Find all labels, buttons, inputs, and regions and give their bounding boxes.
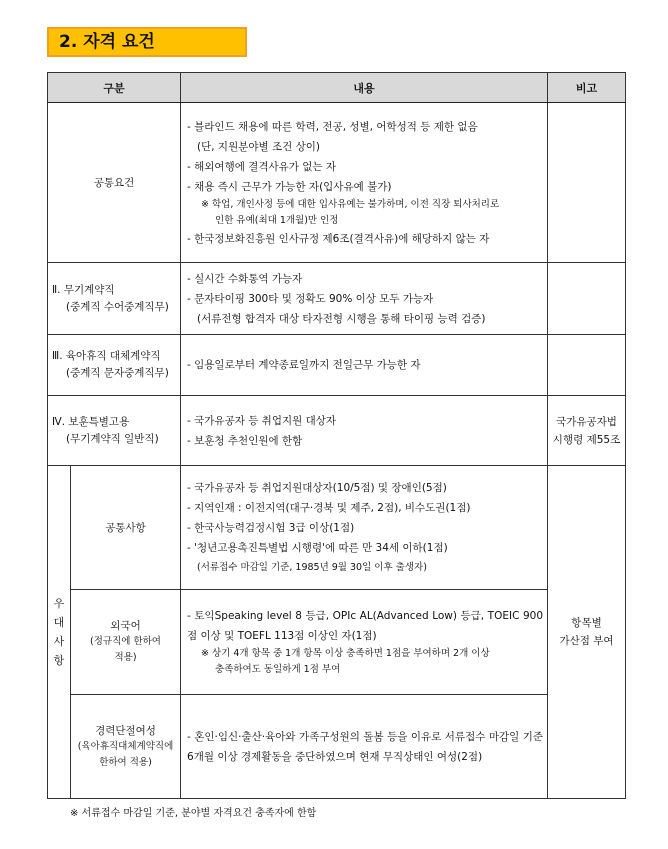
content-line: - 문자타이핑 300타 및 정확도 90% 이상 모두 가능자 bbox=[187, 292, 434, 305]
content-pref-language bbox=[181, 590, 548, 695]
remark-line: 가산점 부여 bbox=[559, 635, 614, 647]
remark-r3 bbox=[548, 335, 626, 396]
content-note: ※ 학업, 개인사정 등에 대한 입사유예는 불가하며, 이전 직장 퇴사처리로 bbox=[201, 198, 500, 210]
remark-line: 시행령 제55조 bbox=[552, 433, 621, 446]
category-sublabel: (무기계약직 일반직) bbox=[66, 432, 159, 445]
remark-preference bbox=[548, 466, 626, 799]
content-line: - 지역인재 : 이전지역(대구·경북 및 제주, 2점), 비수도권(1점) bbox=[187, 501, 471, 514]
preference-label-char: 대 bbox=[53, 616, 65, 629]
content-paragraph: - 혼인·임신·출산·육아와 가족구성원의 돌봄 등을 이유로 서류접수 마감일 기준 6개월 이상 경제활동을 중단하였으며 현재 무직상태인 여성(2점) bbox=[187, 730, 544, 763]
sub-note: 한하여 적용) bbox=[99, 756, 152, 768]
content-pref-common bbox=[181, 466, 548, 590]
category-sublabel: (중계직 문자중계직무) bbox=[66, 367, 169, 379]
content-r3 bbox=[181, 335, 548, 396]
content-line: - 한국정보화진흥원 인사규정 제6조(결격사유)에 해당하지 않는 자 bbox=[187, 232, 490, 245]
content-line: - 한국사능력검정시험 3급 이상(1점) bbox=[187, 521, 355, 534]
content-note: ※ 상기 4개 항목 중 1개 항목 이상 충족하면 1점을 부여하며 2개 이상 bbox=[201, 648, 490, 659]
content-line: - 보훈청 추천인원에 한함 bbox=[187, 434, 303, 447]
sub-note: 적용) bbox=[114, 652, 137, 663]
header-remark: 비고 bbox=[548, 73, 626, 103]
content-line: - 해외여행에 결격사유가 없는 자 bbox=[187, 160, 337, 173]
content-common bbox=[181, 103, 548, 263]
header-content: 내용 bbox=[181, 73, 548, 103]
content-r2 bbox=[181, 263, 548, 335]
content-note: 충족하여도 동일하게 1점 부여 bbox=[215, 664, 341, 675]
category-common: 공통요건 bbox=[48, 103, 181, 263]
content-line: - '청년고용촉진특별법 시행령'에 따른 만 34세 이하(1점) bbox=[187, 541, 448, 554]
content-pref-career bbox=[181, 695, 548, 799]
content-line: - 임용일로부터 계약종료일까지 전일근무 가능한 자 bbox=[187, 359, 421, 371]
remark-r4 bbox=[548, 396, 626, 466]
table-row-pref-common bbox=[48, 466, 626, 590]
category-label: Ⅳ. 보훈특별고용 bbox=[52, 415, 130, 428]
qualification-table bbox=[47, 72, 626, 799]
preference-label-char: 사 bbox=[53, 635, 65, 648]
content-line: (단, 지원분야별 조건 상이) bbox=[197, 140, 320, 153]
content-note: 인한 유예(최대 1개월)만 인정 bbox=[215, 214, 339, 226]
remark-common bbox=[548, 103, 626, 263]
sub-note: (육아휴직대체계약직에 bbox=[77, 740, 174, 752]
preference-label-char: 항 bbox=[53, 654, 65, 667]
table-header-row bbox=[48, 73, 626, 103]
section-title: 2. 자격 요건 bbox=[47, 27, 247, 57]
category-r3 bbox=[48, 335, 181, 396]
footnote: ※ 서류접수 마감일 기준, 분야별 자격요건 충족자에 한함 bbox=[70, 808, 317, 819]
sub-note: (정규직에 한하여 bbox=[90, 636, 161, 647]
content-note: (서류접수 마감일 기준, 1985년 9월 30일 이후 출생자) bbox=[197, 561, 427, 573]
category-label: Ⅲ. 육아휴직 대체계약직 bbox=[52, 350, 161, 362]
content-line: - 채용 즉시 근무가 가능한 자(입사유예 불가) bbox=[187, 180, 392, 193]
sub-label: 경력단절여성 bbox=[95, 724, 156, 737]
pref-sub-career bbox=[71, 695, 181, 799]
table-row-r4 bbox=[48, 396, 626, 466]
content-line: - 실시간 수화통역 가능자 bbox=[187, 272, 303, 285]
table-row-r3 bbox=[48, 335, 626, 396]
table-row-common bbox=[48, 103, 626, 263]
content-r4 bbox=[181, 396, 548, 466]
category-r2 bbox=[48, 263, 181, 335]
category-r4 bbox=[48, 396, 181, 466]
content-paragraph: - 토익Speaking level 8 등급, OPIc AL(Advanced Low) 등급, TOEIC 900점 이상 및 TOEFL 113점 이상인 자(1점) bbox=[187, 610, 544, 642]
sub-label: 외국어 bbox=[110, 620, 141, 632]
header-category: 구분 bbox=[48, 73, 181, 103]
remark-line: 항목별 bbox=[571, 617, 602, 629]
content-line: - 국가유공자 등 취업지원대상자(10/5점) 및 장애인(5점) bbox=[187, 481, 447, 494]
preference-label-char: 우 bbox=[53, 597, 65, 610]
remark-line: 국가유공자법 bbox=[556, 415, 617, 428]
table-row-r2 bbox=[48, 263, 626, 335]
table-row-pref-language bbox=[48, 590, 626, 695]
table-row-pref-career bbox=[48, 695, 626, 799]
content-line: - 블라인드 채용에 따른 학력, 전공, 성별, 어학성적 등 제한 없음 bbox=[187, 120, 478, 133]
content-line: - 국가유공자 등 취업지원 대상자 bbox=[187, 414, 337, 427]
pref-sub-language bbox=[71, 590, 181, 695]
category-label: Ⅱ. 무기계약직 bbox=[52, 283, 115, 296]
remark-r2 bbox=[548, 263, 626, 335]
preference-label bbox=[48, 466, 71, 799]
pref-sub-common: 공통사항 bbox=[71, 466, 181, 590]
content-line: (서류전형 합격자 대상 타자전형 시행을 통해 타이핑 능력 검증) bbox=[197, 312, 486, 325]
category-sublabel: (중계직 수어중계직무) bbox=[66, 300, 169, 313]
